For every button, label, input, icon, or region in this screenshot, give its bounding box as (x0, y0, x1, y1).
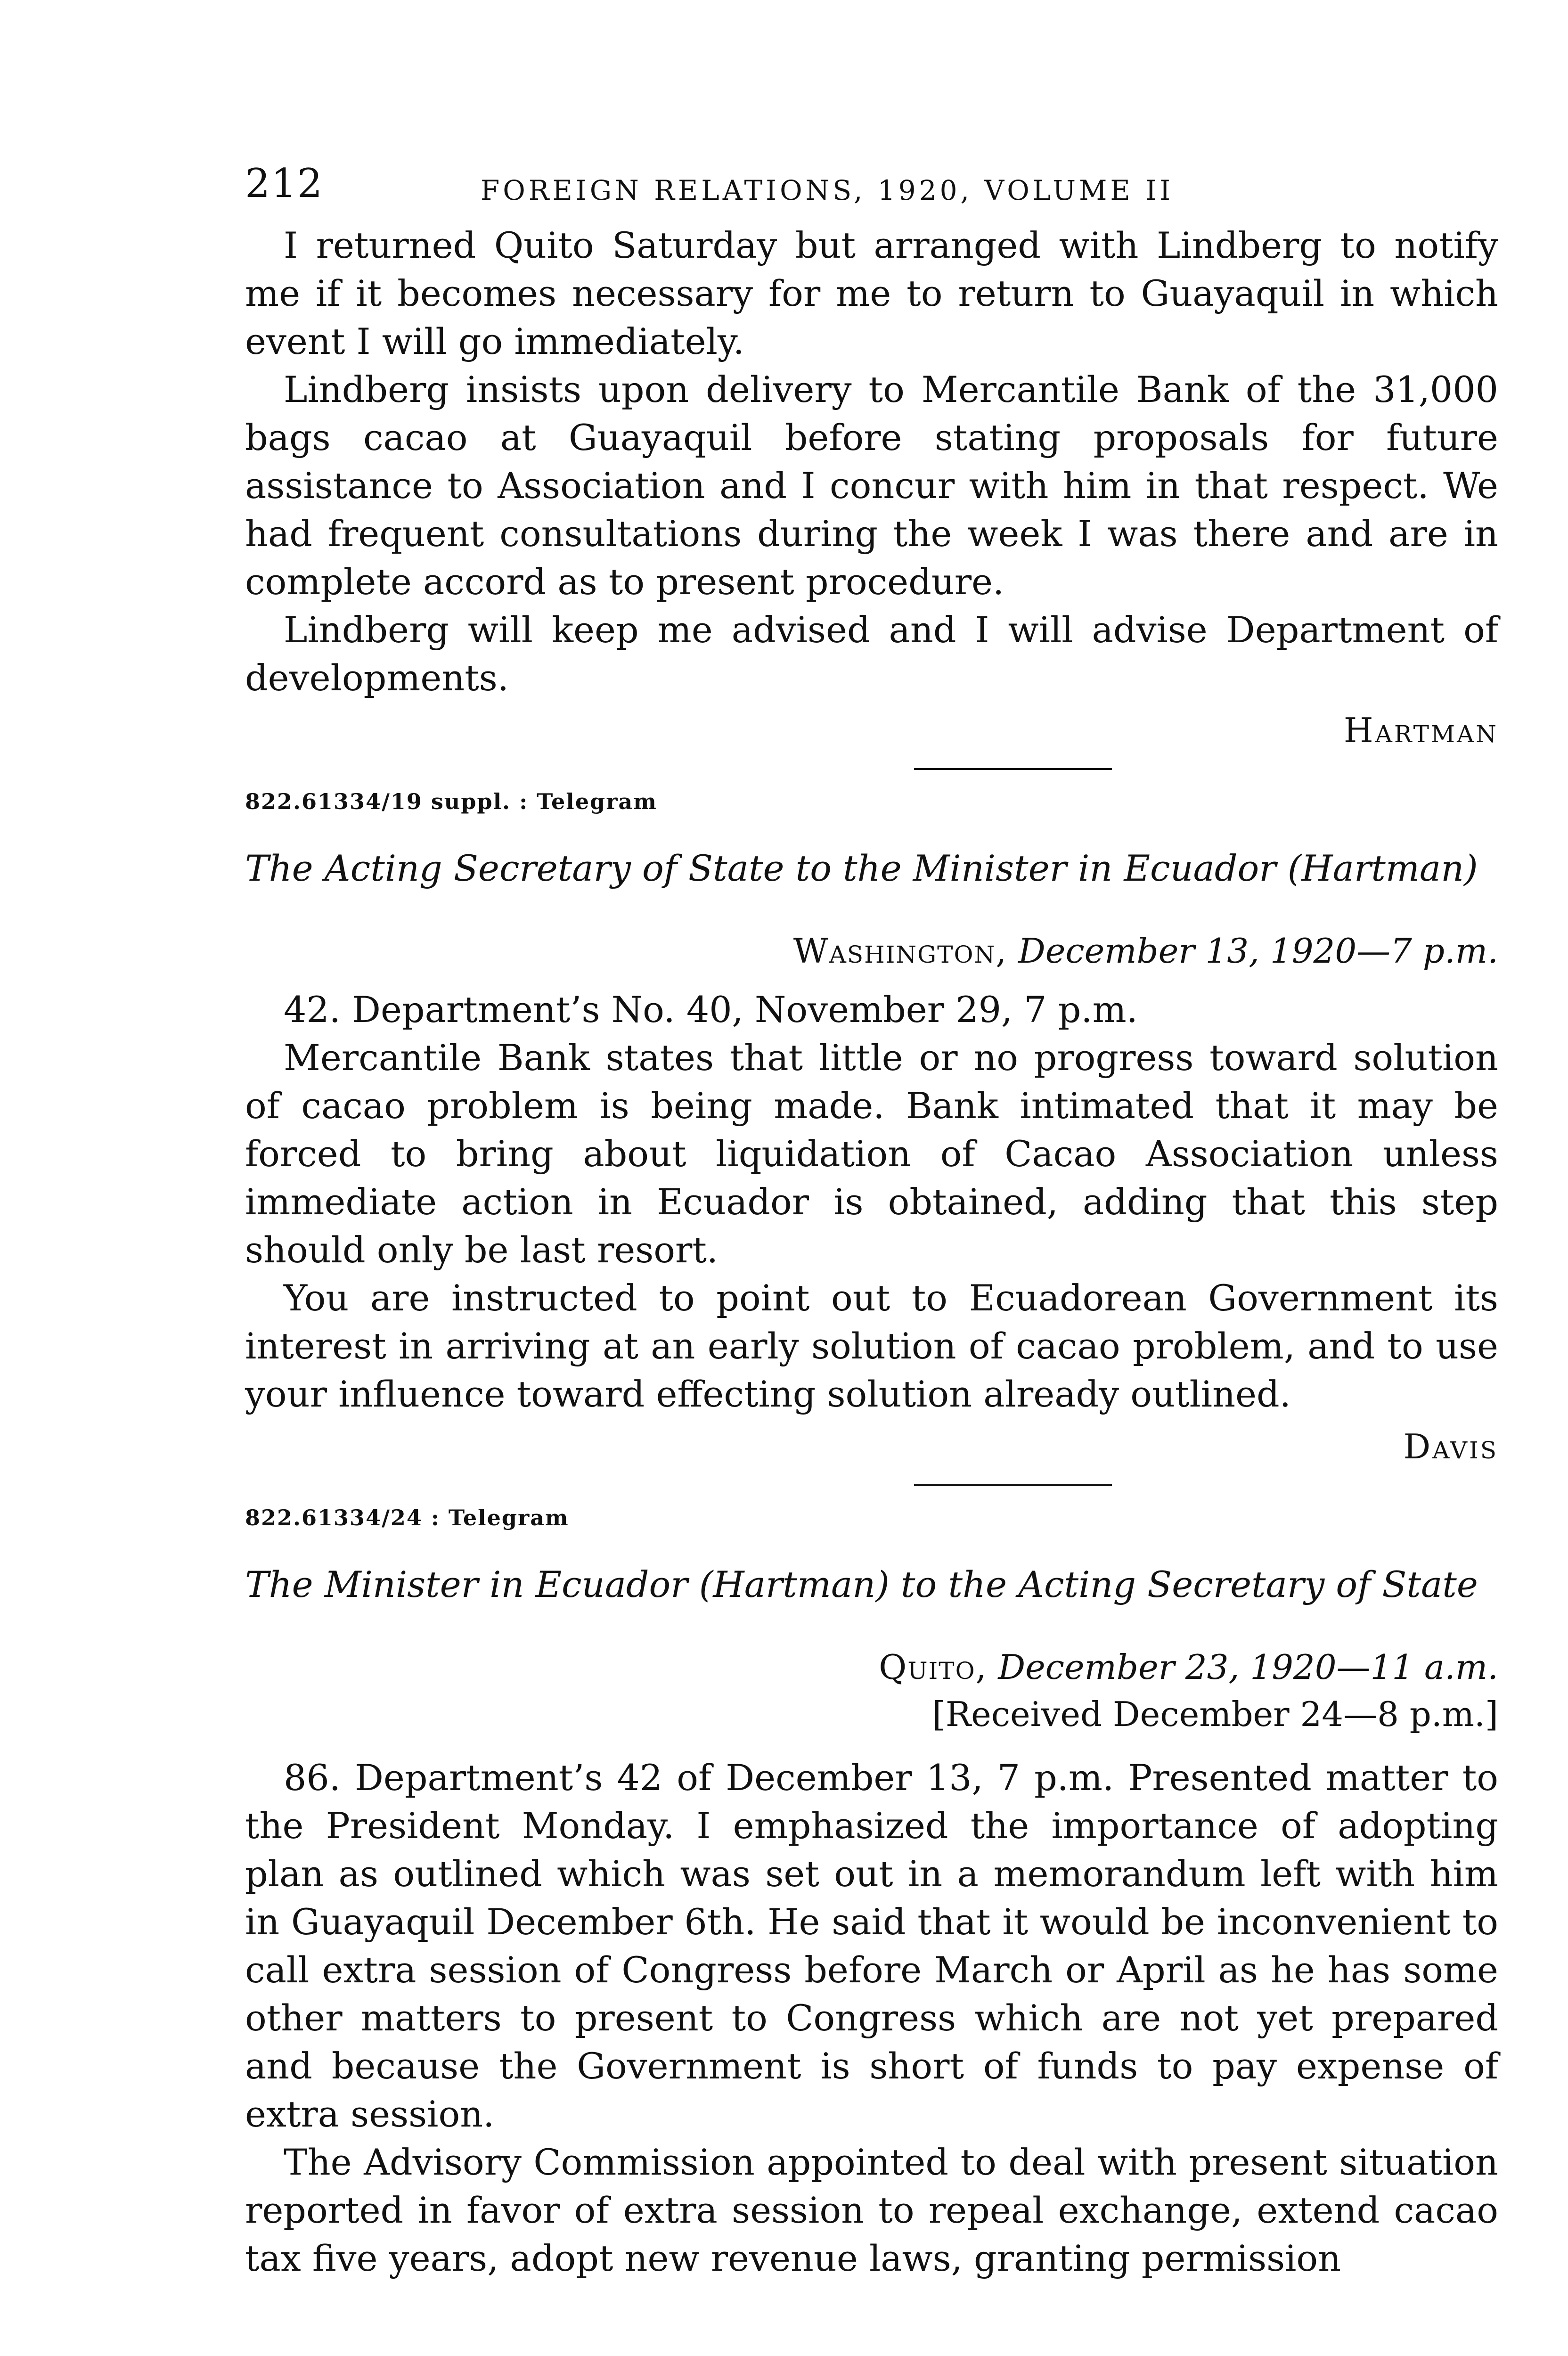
signature: Davis (1403, 1427, 1498, 1466)
dateline-date: December 13, 1920—7 p.m. (1018, 931, 1498, 971)
paragraph: I returned Quito Saturday but arranged with Lindberg to notify me if it becomes necessary for me to return to Guayaquil in which event I will go immediately. (245, 224, 1498, 362)
running-head: FOREIGN RELATIONS, 1920, VOLUME II (481, 174, 1174, 206)
dateline (245, 1644, 1498, 1691)
file-reference: 822.61334/24 : Telegram (245, 1505, 569, 1530)
section-divider (914, 1484, 1112, 1486)
telegram-document (245, 789, 1498, 1475)
dateline-date: December 23, 1920—11 a.m. (998, 1647, 1498, 1687)
paragraph: Lindberg insists upon delivery to Mercantile Bank of the 31,000 bags cacao at Guayaquil before stating proposals for future assistance to Association and I concur with him in that respect. We had frequent consultations during the week I was there and are in complete accord as to present procedure. (245, 368, 1498, 603)
dateline-place: Washington, (793, 931, 1008, 971)
dateline-place: Quito, (879, 1647, 988, 1687)
telegram-document (245, 1505, 1498, 2282)
section-divider (914, 768, 1112, 770)
page-number: 212 (245, 160, 324, 206)
paragraph: 42. Department’s No. 40, November 29, 7 p.m. (284, 989, 1138, 1031)
document-page (245, 160, 1498, 2282)
file-reference: 822.61334/19 suppl. : Telegram (245, 789, 657, 814)
document-title: The Acting Secretary of State to the Minister in Ecuador (Hartman) (245, 847, 1478, 889)
signature: Hartman (1343, 711, 1498, 750)
paragraph: 86. Department’s 42 of December 13, 7 p.m. Presented matter to the President Monday. I emphasized the importance of adopting plan as outlined which was set out in a memorandum left with him in Guayaquil December 6th. He said that it would be inconvenient to call extra session of Congress before March or April as he has some other matters to present to Congress which are not yet prepared and because the Government is short of funds to pay expense of extra session. (245, 1757, 1498, 2135)
paragraph: Mercantile Bank states that little or no progress toward solution of cacao problem is being made. Bank intimated that it may be forced to bring about liquidation of Cacao Association unless immediate action in Ecuador is obtained, adding that this step should only be last resort. (245, 1037, 1498, 1271)
dateline (245, 927, 1498, 974)
received-note: [Received December 24—8 p.m.] (932, 1694, 1498, 1734)
paragraph: You are instructed to point out to Ecuadorean Government its interest in arriving at an early solution of cacao problem, and to use your influence toward effecting solution already outlined. (245, 1277, 1498, 1415)
paragraph: Lindberg will keep me advised and I will advise Department of developments. (245, 609, 1498, 699)
telegram-continuation (245, 221, 1498, 759)
document-title: The Minister in Ecuador (Hartman) to the Acting Secretary of State (245, 1563, 1478, 1605)
page-header (245, 160, 1498, 221)
paragraph: The Advisory Commission appointed to deal with present situation reported in favor of extra session to repeal exchange, extend cacao tax five years, adopt new revenue laws, granting permission (245, 2141, 1498, 2279)
